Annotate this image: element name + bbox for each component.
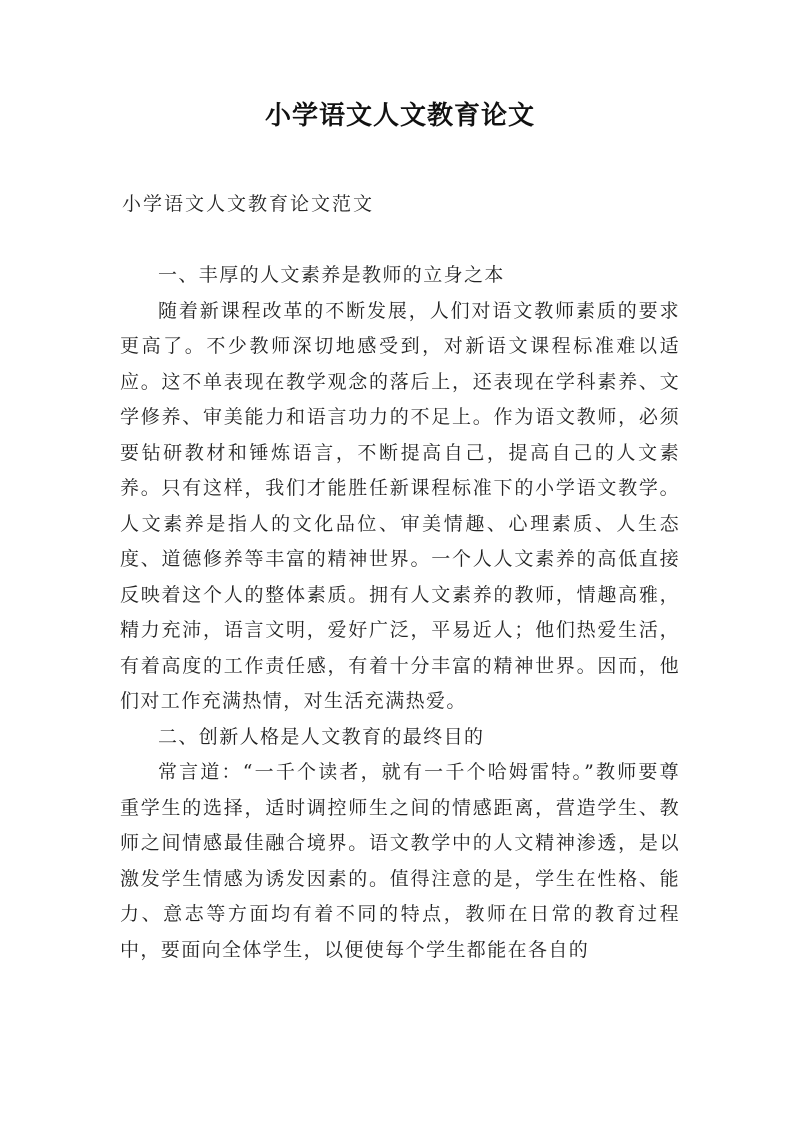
section-heading-2: 二、创新人格是人文教育的最终目的: [158, 725, 485, 748]
body-paragraph-1: 随着新课程改革的不断发展，人们对语文教师素质的要求更高了。不少教师深切地感受到，对新语文课程标准难以适应。这不单表现在教学观念的落后上，还表现在学科素养、文学修养、审美能力和语言功力的不足上。作为语文教师，必须要钻研教材和锤炼语言，不断提高自己，提高自己的人文素养。只有这样，我们才能胜任新课程标准下的小学语文教学。人文素养是指人的文化品位、审美情趣、心理素质、人生态度、道德修养等丰富的精神世界。一个人人文素养的高低直接反映着这个人的整体素质。拥有人文素养的教师，情趣高雅，精力充沛，语言文明，爱好广泛，平易近人；他们热爱生活，有着高度的工作责任感，有着十分丰富的精神世界。因而，他们对工作充满热情，对生活充满热爱。: [120, 299, 680, 712]
document-title: 小学语文人文教育论文: [264, 101, 535, 131]
section-heading-1: 一、丰厚的人文素养是教师的立身之本: [158, 264, 505, 286]
document-subtitle: 小学语文人文教育论文范文: [122, 193, 375, 215]
document-body: [120, 258, 680, 968]
body-paragraph-2: 常言道：“一千个读者，就有一千个哈姆雷特。”教师要尊重学生的选择，适时调控师生之间的情感距离，营造学生、教师之间情感最佳融合境界。语文教学中的人文精神渗透，是以激发学生情感为诱发因素的。值得注意的是，学生在性格、能力、意志等方面均有着不同的特点，教师在日常的教育过程中，要面向全体学生，以便使每个学生都能在各自的: [120, 761, 680, 961]
